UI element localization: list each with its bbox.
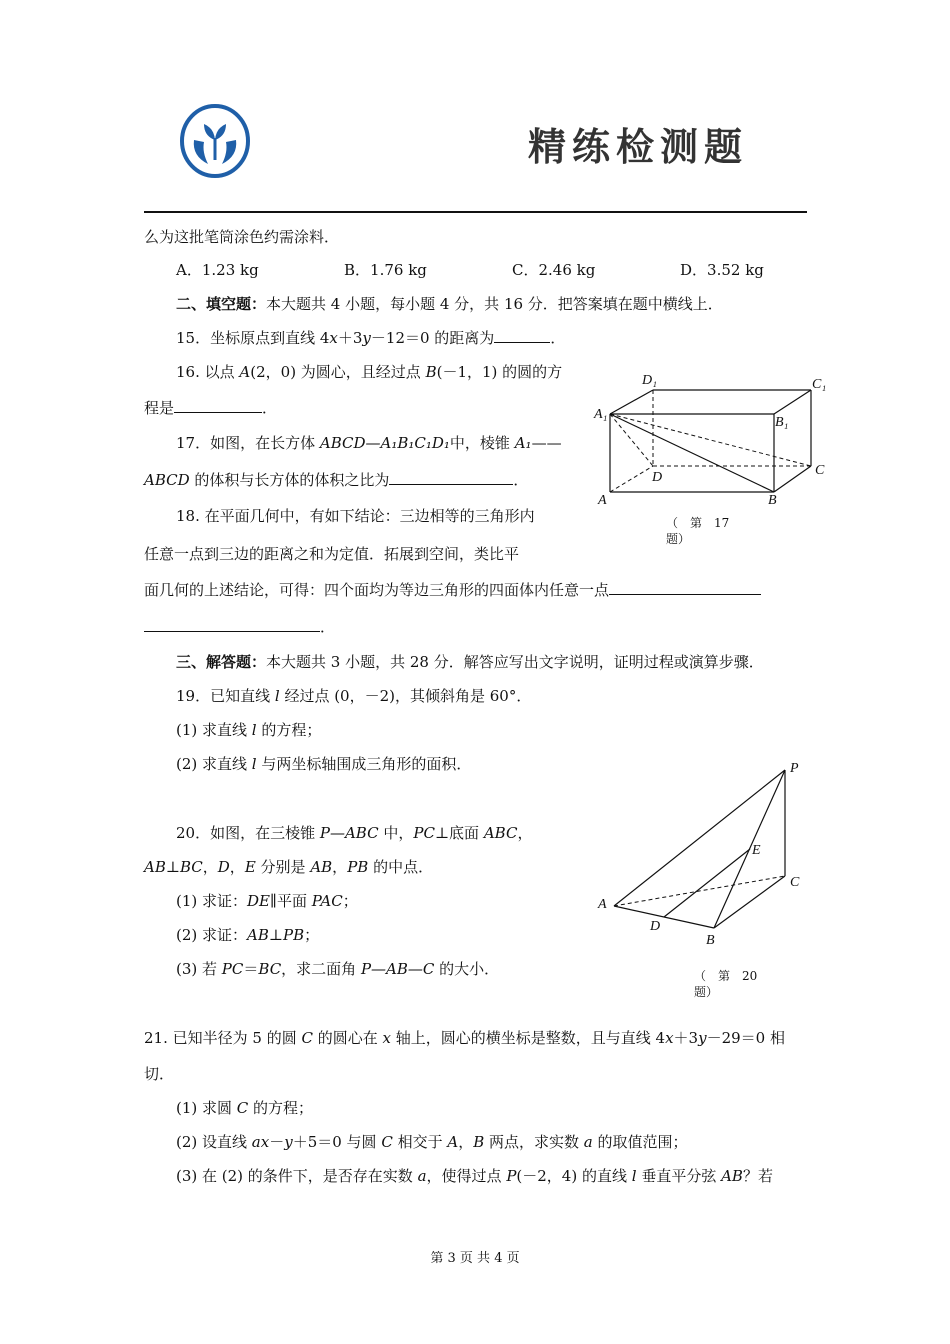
- label-d: D: [652, 470, 663, 485]
- section-heading-solve: 三、解答题：本大题共 3 小题，共 28 分．解答应写出文字说明，证明过程或演算步骤．: [176, 653, 764, 671]
- answer-blank-18a[interactable]: [609, 580, 761, 595]
- label-b: B: [706, 933, 715, 948]
- label-b1: B₁: [775, 415, 789, 430]
- label-d1: D₁: [642, 373, 657, 388]
- question-16-line-2: 程是 ．: [144, 399, 278, 417]
- question-18-line-4: ．: [144, 616, 335, 638]
- label-c: C: [790, 875, 800, 890]
- figure-17-caption: （ 第 17 题）: [666, 516, 730, 546]
- label-a: A: [598, 897, 607, 912]
- answer-blank-16[interactable]: [174, 398, 262, 413]
- logo: [178, 104, 252, 178]
- choice-b: B．1.76 kg: [344, 261, 427, 279]
- choice-c: C．2.46 kg: [512, 261, 596, 279]
- question-21-line-1: 21. 已知半径为 5 的圆 C 的圆心在 x 轴上，圆心的横坐标是整数，且与直线 4x＋3y－29＝0 相: [144, 1029, 785, 1047]
- page-title: 精练检测题: [528, 125, 749, 169]
- question-17-line-2: ABCD 的体积与长方体的体积之比为 ．: [144, 471, 529, 489]
- question-18-line-1: 18. 在平面几何中，有如下结论：三边相等的三角形内: [176, 507, 535, 525]
- question-20-part-1: (1) 求证：DE∥平面 PAC；: [176, 892, 358, 910]
- question-15: 15．坐标原点到直线 4x＋3y－12＝0 的距离为 ．: [176, 329, 566, 347]
- question-17-line-1: 17．如图，在长方体 ABCD—A₁B₁C₁D₁中，棱锥 A₁——: [176, 434, 562, 452]
- answer-blank-18b[interactable]: [144, 617, 320, 632]
- label-a1: A₁: [594, 407, 608, 422]
- section-heading-fill-blank: 二、填空题：本大题共 4 小题，每小题 4 分，共 16 分．把答案填在题中横线上．: [176, 295, 723, 313]
- question-21-part-1: (1) 求圆 C 的方程；: [176, 1099, 314, 1117]
- question-19: 19．已知直线 l 经过点 (0，－2)，其倾斜角是 60°．: [176, 687, 532, 705]
- question-21-part-3: (3) 在 (2) 的条件下，是否存在实数 a，使得过点 P(－2，4) 的直线 l 垂直平分弦 AB？若: [176, 1167, 773, 1185]
- label-c1: C₁: [812, 377, 827, 392]
- previous-question-tail: 么为这批笔筒涂色约需涂料．: [144, 228, 340, 246]
- header-rule: [144, 211, 807, 213]
- question-18-line-2: 任意一点到三边的距离之和为定值．拓展到空间，类比平: [144, 545, 520, 563]
- question-20-part-3: (3) 若 PC＝BC，求二面角 P—AB—C 的大小．: [176, 960, 500, 978]
- label-p: P: [790, 761, 799, 776]
- page-footer: 第 3 页 共 4 页: [430, 1251, 520, 1266]
- label-d: D: [650, 919, 661, 934]
- question-16-line-1: 16. 以点 A(2，0) 为圆心，且经过点 B(－1，1) 的圆的方: [176, 363, 563, 381]
- hands-sprout-logo-icon: [178, 104, 252, 178]
- question-20-part-2: (2) 求证：AB⊥PB；: [176, 926, 320, 944]
- label-b: B: [768, 493, 777, 508]
- question-19-part-1: (1) 求直线 l 的方程；: [176, 721, 322, 739]
- answer-blank-17[interactable]: [389, 470, 513, 485]
- choice-d: D．3.52 kg: [680, 261, 764, 279]
- question-21-line-2: 切．: [144, 1065, 175, 1083]
- label-c: C: [815, 463, 825, 478]
- figure-20-caption: （ 第 20 题）: [694, 969, 758, 999]
- label-e: E: [752, 843, 761, 858]
- question-18-line-3: 面几何的上述结论，可得：四个面均为等边三角形的四面体内任意一点: [144, 579, 761, 601]
- answer-blank-15[interactable]: [494, 328, 550, 343]
- label-a: A: [598, 493, 607, 508]
- question-20-line-2: AB⊥BC，D，E 分别是 AB，PB 的中点．: [144, 858, 434, 876]
- question-19-part-2: (2) 求直线 l 与两坐标轴围成三角形的面积．: [176, 755, 472, 773]
- question-21-part-2: (2) 设直线 ax－y＋5＝0 与圆 C 相交于 A，B 两点，求实数 a 的取值范围；: [176, 1133, 688, 1151]
- choice-a: A．1.23 kg: [176, 261, 259, 279]
- question-20-line-1: 20．如图，在三棱锥 P—ABC 中，PC⊥底面 ABC，: [176, 824, 533, 842]
- figure-20-pyramid: [590, 758, 820, 948]
